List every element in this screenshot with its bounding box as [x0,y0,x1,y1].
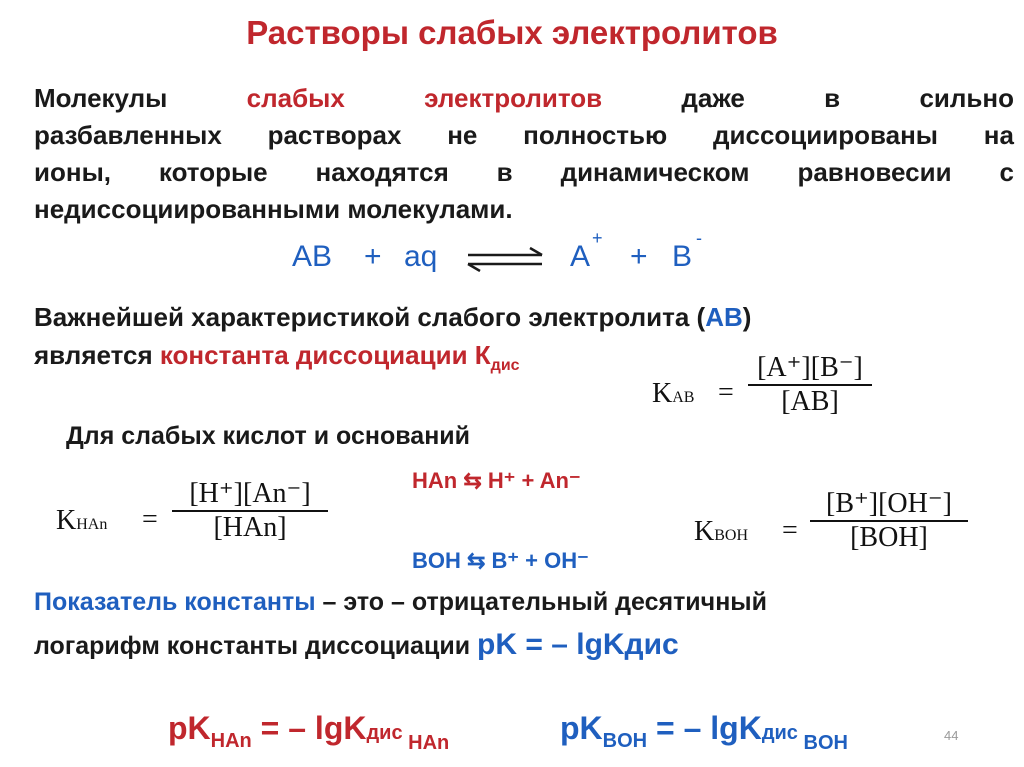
characteristic-line-2 [34,340,520,375]
characteristic-line-1 [34,302,751,333]
paragraph-line-2 [34,117,1014,154]
text: ) [742,302,752,332]
word: полностью [523,120,668,150]
text: – это – отрицательный десятичный [315,588,768,616]
page-number: 44 [944,728,959,743]
text: является [34,340,153,370]
word: растворах [267,120,402,150]
pk-definition-line-2 [34,628,679,662]
han-dissociation-reaction: HAn ⇆ H⁺ + An⁻ [412,468,581,493]
eq-b-charge: - [696,228,702,248]
word: на [983,120,1014,150]
word: которые [158,157,268,187]
k-boh-symbol: KBOH [694,516,749,547]
word: в [496,157,513,187]
acids-bases-heading: Для слабых кислот и оснований [66,422,471,450]
paragraph-line-4 [34,191,1014,228]
k-boh-equals: = [782,515,798,546]
intro-paragraph [34,80,1014,228]
ab-highlight: AB [705,302,743,332]
word-electrolytes: электролитов [424,83,603,113]
word: разбавленных [34,120,222,150]
eq-plus: + [364,240,382,273]
paragraph-line-3 [34,154,1014,191]
text: Важнейшей характеристикой слабого электролита ( [34,302,706,332]
k-han-equals: = [142,504,158,535]
dissociation-constant-label: константа диссоциации К [159,340,491,370]
pk-han-formula: $pK_{HAn}$ = – lgKдис $_{HAn}$ [168,710,450,754]
k-ab-symbol: KAB [652,378,695,409]
dissociation-equation [292,228,712,290]
k-ab-equals: = [718,377,734,408]
word: равновесии [797,157,952,187]
k-ab-numerator: [A⁺][B⁻] [757,352,863,383]
word: недиссоциированными молекулами. [34,194,513,224]
k-han-symbol: KHAn [56,505,108,536]
word: Молекулы [34,83,168,113]
k-ab-fraction [748,350,872,418]
word: сильно [919,83,1014,113]
k-han-denominator: [HAn] [213,512,287,543]
k-han-fraction [172,476,328,544]
word: ионы, [34,157,111,187]
eq-plus: + [630,240,648,273]
word: динамическом [560,157,750,187]
eq-ab: AB [292,240,333,273]
pk-term: Показатель константы [34,588,316,616]
word: не [447,120,478,150]
eq-b: B [672,240,693,273]
k-boh-denominator: [BOH] [850,522,928,553]
eq-a: A [570,240,591,273]
slide-title: Растворы слабых электролитов [246,14,778,51]
word: находятся [315,157,449,187]
pk-definition-line-1 [34,588,767,617]
word: диссоциированы [713,120,939,150]
equilibrium-arrow-icon [464,246,546,272]
word: с [999,157,1014,187]
text: логарифм константы диссоциации [34,632,478,660]
pk-boh-formula: $pK_{BOH}$ = – lgKдис $_{BOH}$ [560,710,848,754]
paragraph-line-1 [34,80,1014,117]
word: в [824,83,841,113]
dissociation-constant-sub: дис [490,357,520,374]
word: даже [681,83,745,113]
eq-a-charge: + [592,228,603,248]
word-weak: слабых [246,83,345,113]
k-ab-denominator: [AB] [781,386,839,417]
k-boh-numerator: [B⁺][OH⁻] [826,488,952,519]
boh-dissociation-reaction: BOH ⇆ B⁺ + OH⁻ [412,548,589,573]
k-han-numerator: [H⁺][An⁻] [189,478,311,509]
eq-aq: aq [404,240,438,273]
pk-formula: pK = – lgKдис [477,628,679,661]
k-boh-fraction [810,486,968,554]
